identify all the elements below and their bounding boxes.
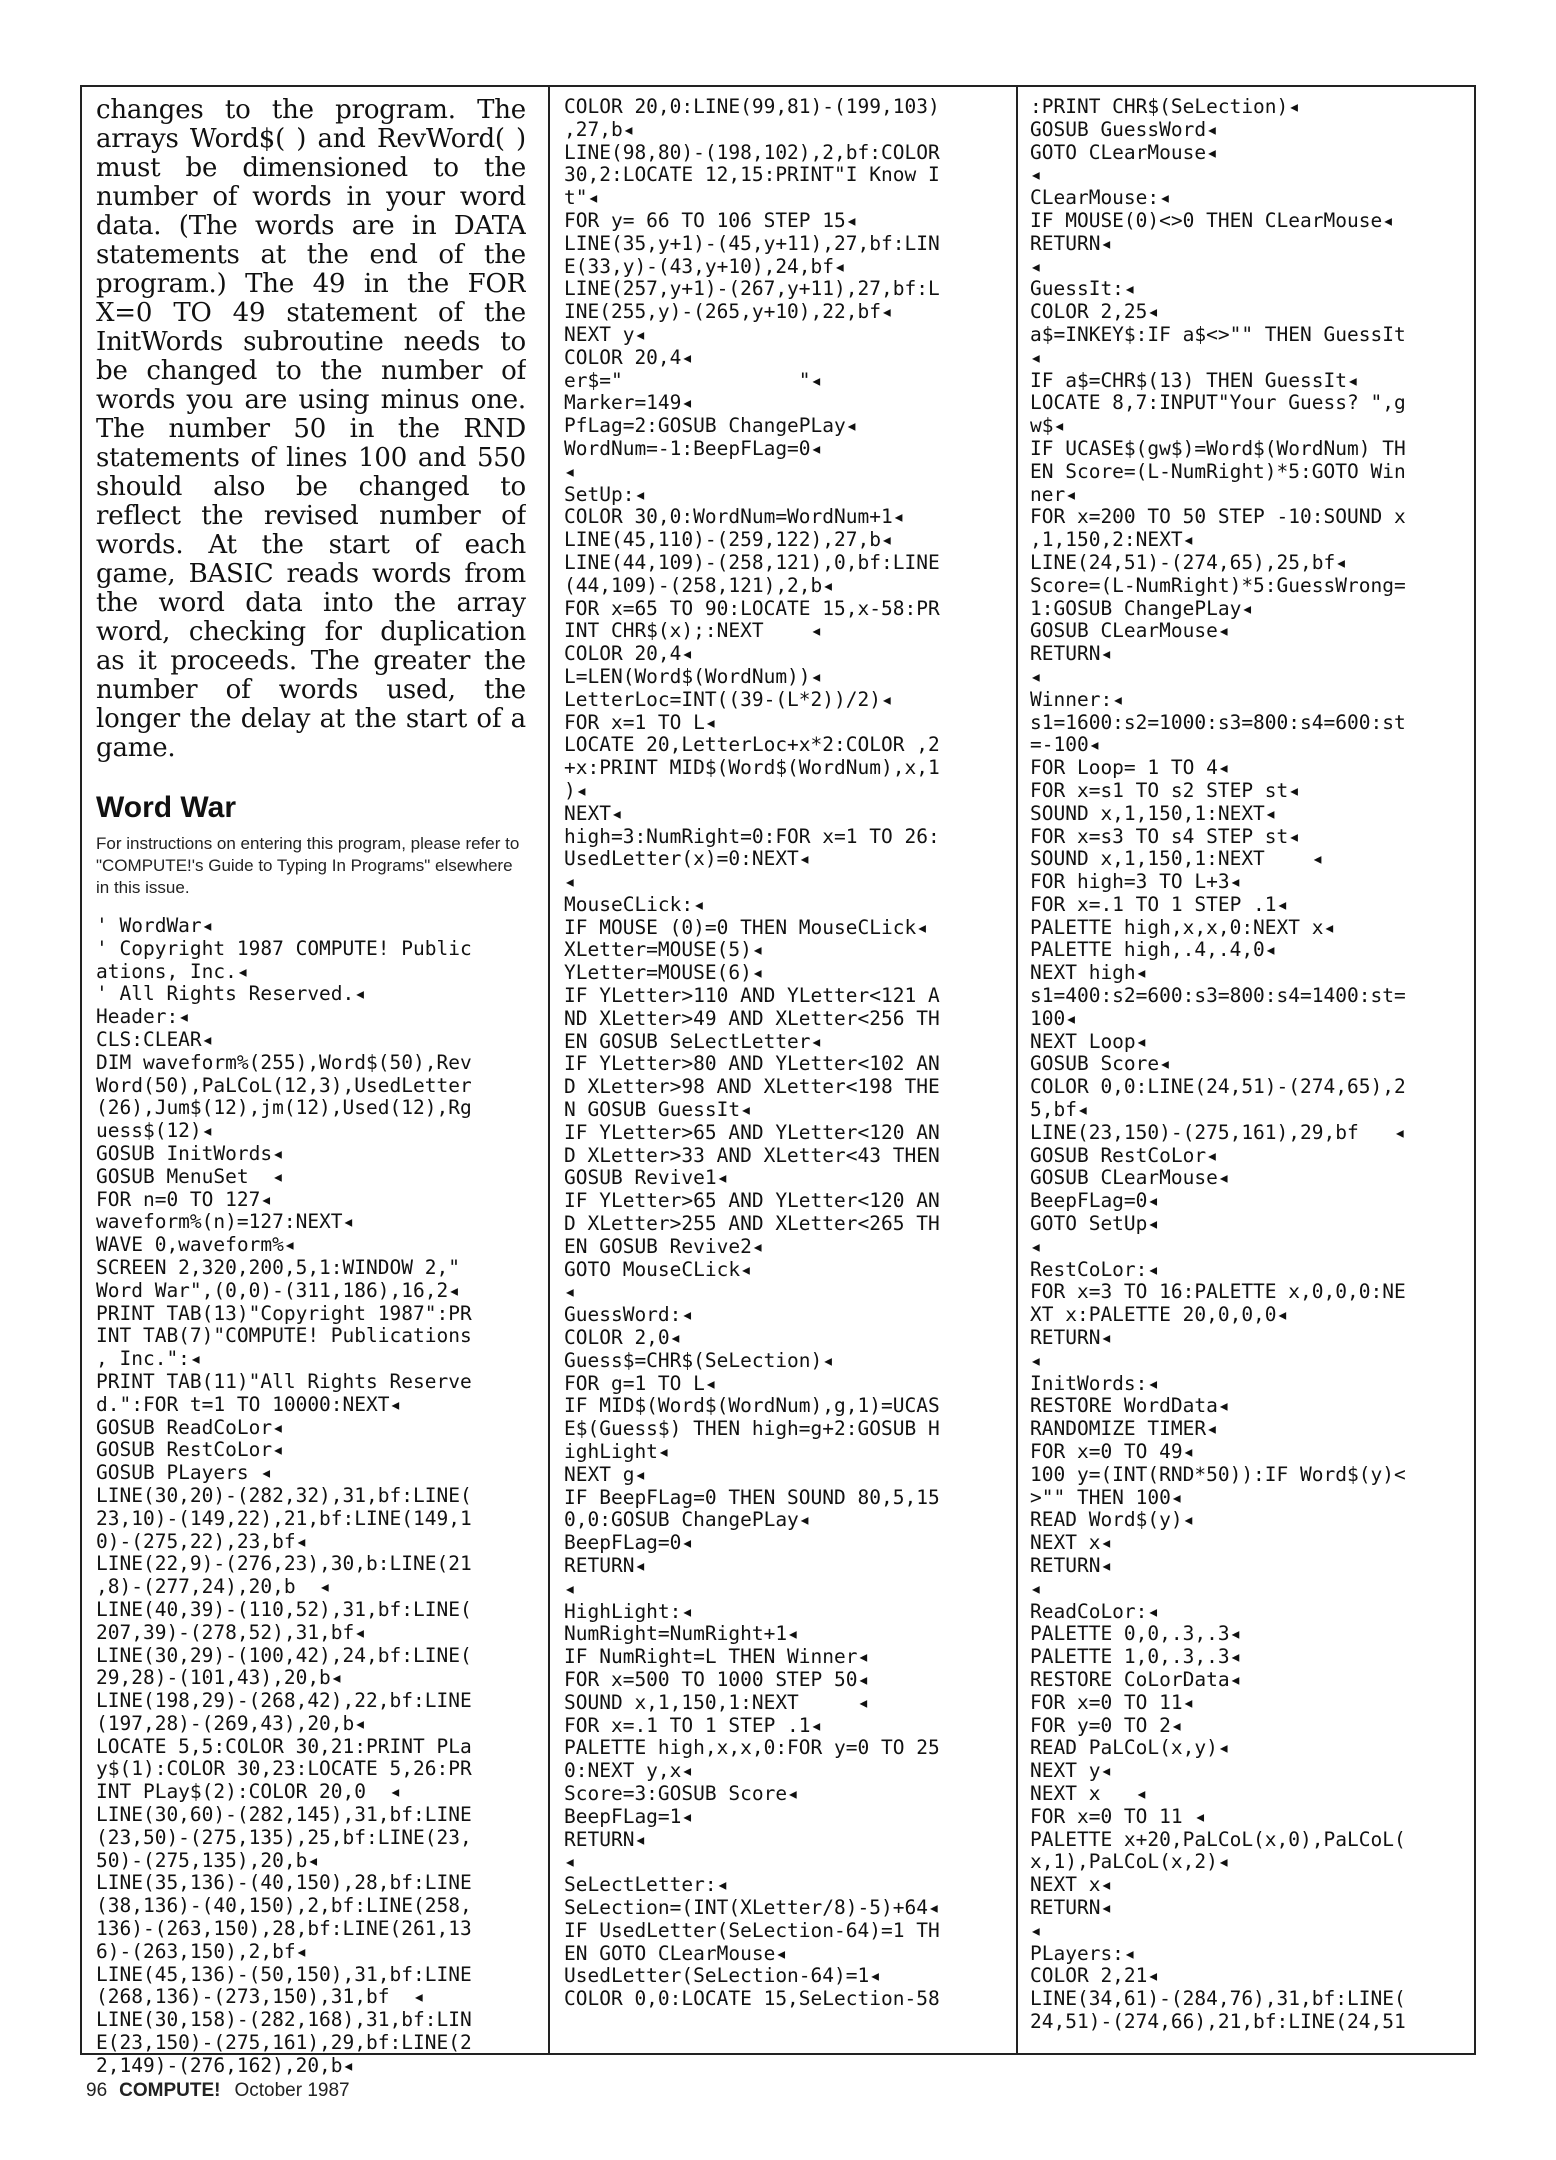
typing-instructions-note: For instructions on entering this program, please refer to "COMPUTE!'s Guide to Typing In Programs" elsewhere in this issue. xyxy=(96,834,520,897)
column-divider xyxy=(1016,87,1018,2053)
section-title: Word War xyxy=(96,791,236,824)
page-number: 96 xyxy=(86,2080,108,2101)
column-3 xyxy=(1030,96,1466,2034)
magazine-name: COMPUTE! xyxy=(119,2080,221,2101)
program-listing-part-2: COLOR 20,0:LINE(99,81)-(199,103) ,27,b◂ LINE(98,80)-(198,102),2,bf:COLOR 30,2:LOCATE 12,15:PRINT"I Know I t"◂ FOR y= 66 TO 106 STEP 15◂ LINE(35,y+1)-(45,y+11),27,bf:LIN E(33,y)-(43,y+10),24,bf◂ LINE(257,y+1)-(267,y+11),27,bf:L INE(255,y)-(265,y+10),22,bf◂ NEXT y◂ COLOR 20,4◂ er$=" "◂ Marker=149◂ PfLag=2:GOSUB ChangePLay◂ WordNum=-1:BeepFLag=0◂ ◂ SetUp:◂ COLOR 30,0:WordNum=WordNum+1◂ LINE(45,110)-(259,122),27,b◂ LINE(44,109)-(258,121),0,bf:LINE (44,109)-(258,121),2,b◂ FOR x=65 TO 90:LOCATE 15,x-58:PR INT CHR$(x);:NEXT ◂ COLOR 20,4◂ L=LEN(Word$(WordNum))◂ LetterLoc=INT((39-(L*2))/2)◂ FOR x=1 TO L◂ LOCATE 20,LetterLoc+x*2:COLOR ,2 +x:PRINT MID$(Word$(WordNum),x,1 )◂ NEXT◂ high=3:NumRight=0:FOR x=1 TO 26: UsedLetter(x)=0:NEXT◂ ◂ MouseCLick:◂ IF MOUSE (0)=0 THEN MouseCLick◂ XLetter=MOUSE(5)◂ YLetter=MOUSE(6)◂ IF YLetter>110 AND YLetter<121 A ND XLetter>49 AND XLetter<256 TH EN GOSUB SeLectLetter◂ IF YLetter>80 AND YLetter<102 AN D XLetter>98 AND XLetter<198 THE N GOSUB GuessIt◂ IF YLetter>65 AND YLetter<120 AN D XLetter>33 AND XLetter<43 THEN GOSUB Revive1◂ IF YLetter>65 AND YLetter<120 AN D XLetter>255 AND XLetter<265 TH EN GOSUB Revive2◂ GOTO MouseCLick◂ ◂ GuessWord:◂ COLOR 2,0◂ Guess$=CHR$(SeLection)◂ FOR g=1 TO L◂ IF MID$(Word$(WordNum),g,1)=UCAS E$(Guess$) THEN high=g+2:GOSUB H ighLight◂ NEXT g◂ IF BeepFLag=0 THEN SOUND 80,5,15 0,0:GOSUB ChangePLay◂ BeepFLag=0◂ RETURN◂ ◂ HighLight:◂ NumRight=NumRight+1◂ IF NumRight=L THEN Winner◂ FOR x=500 TO 1000 STEP 50◂ SOUND x,1,150,1:NEXT ◂ FOR x=.1 TO 1 STEP .1◂ PALETTE high,x,x,0:FOR y=0 TO 25 0:NEXT y,x◂ Score=3:GOSUB Score◂ BeepFLag=1◂ RETURN◂ ◂ SeLectLetter:◂ SeLection=(INT(XLetter/8)-5)+64◂ IF UsedLetter(SeLection-64)=1 TH EN GOTO CLearMouse◂ UsedLetter(SeLection-64)=1◂ COLOR 0,0:LOCATE 15,SeLection-58 xyxy=(564,96,940,2011)
column-2 xyxy=(564,96,1010,2011)
issue-date: October 1987 xyxy=(234,2080,350,2101)
column-divider xyxy=(548,87,550,2053)
intro-paragraph: changes to the program. The arrays Word$( ) and RevWord( ) must be dimensioned to the number of words in your word data. (The words are in DATA statements at the end of the program.) The 49 in the FOR X=0 TO 49 statement of the InitWords subroutine needs to be changed to the number of words you are using minus one. The number 50 in the RND statements of lines 100 and 550 should also be changed to reflect the revised number of words. At the start of each game, BASIC reads words from the word data into the array word, checking for duplication as it proceeds. The greater the number of words used, the longer the delay at the start of a game. xyxy=(96,96,526,763)
column-1 xyxy=(96,96,526,2078)
page-footer xyxy=(86,2080,350,2102)
program-listing-part-1: ' WordWar◂ ' Copyright 1987 COMPUTE! Public ations, Inc.◂ ' All Rights Reserved.◂ Header:◂ CLS:CLEAR◂ DIM waveform%(255),Word$(50),Rev Word(50),PaLCoL(12,3),UsedLetter (26),Jum$(12),jm(12),Used(12),Rg uess$(12)◂ GOSUB InitWords◂ GOSUB MenuSet ◂ FOR n=0 TO 127◂ waveform%(n)=127:NEXT◂ WAVE 0,waveform%◂ SCREEN 2,320,200,5,1:WINDOW 2," Word War",(0,0)-(311,186),16,2◂ PRINT TAB(13)"Copyright 1987":PR INT TAB(7)"COMPUTE! Publications , Inc.":◂ PRINT TAB(11)"All Rights Reserve d.":FOR t=1 TO 10000:NEXT◂ GOSUB ReadCoLor◂ GOSUB RestCoLor◂ GOSUB PLayers ◂ LINE(30,20)-(282,32),31,bf:LINE( 23,10)-(149,22),21,bf:LINE(149,1 0)-(275,22),23,bf◂ LINE(22,9)-(276,23),30,b:LINE(21 ,8)-(277,24),20,b ◂ LINE(40,39)-(110,52),31,bf:LINE( 207,39)-(278,52),31,bf◂ LINE(30,29)-(100,42),24,bf:LINE( 29,28)-(101,43),20,b◂ LINE(198,29)-(268,42),22,bf:LINE (197,28)-(269,43),20,b◂ LOCATE 5,5:COLOR 30,21:PRINT PLa y$(1):COLOR 30,23:LOCATE 5,26:PR INT PLay$(2):COLOR 20,0 ◂ LINE(30,60)-(282,145),31,bf:LINE (23,50)-(275,135),25,bf:LINE(23, 50)-(275,135),20,b◂ LINE(35,136)-(40,150),28,bf:LINE (38,136)-(40,150),2,bf:LINE(258, 136)-(263,150),28,bf:LINE(261,13 6)-(263,150),2,bf◂ LINE(45,136)-(50,150),31,bf:LINE (268,136)-(273,150),31,bf ◂ LINE(30,158)-(282,168),31,bf:LIN E(23,150)-(275,161),29,bf:LINE(2 2,149)-(276,162),20,b◂ xyxy=(96,914,472,2077)
program-listing-part-3: :PRINT CHR$(SeLection)◂ GOSUB GuessWord◂ GOTO CLearMouse◂ ◂ CLearMouse:◂ IF MOUSE(0)<>0 THEN CLearMouse◂ RETURN◂ ◂ GuessIt:◂ COLOR 2,25◂ a$=INKEY$:IF a$<>"" THEN GuessIt ◂ IF a$=CHR$(13) THEN GuessIt◂ LOCATE 8,7:INPUT"Your Guess? ",g w$◂ IF UCASE$(gw$)=Word$(WordNum) TH EN Score=(L-NumRight)*5:GOTO Win ner◂ FOR x=200 TO 50 STEP -10:SOUND x ,1,150,2:NEXT◂ LINE(24,51)-(274,65),25,bf◂ Score=(L-NumRight)*5:GuessWrong= 1:GOSUB ChangePLay◂ GOSUB CLearMouse◂ RETURN◂ ◂ Winner:◂ s1=1600:s2=1000:s3=800:s4=600:st =-100◂ FOR Loop= 1 TO 4◂ FOR x=s1 TO s2 STEP st◂ SOUND x,1,150,1:NEXT◂ FOR x=s3 TO s4 STEP st◂ SOUND x,1,150,1:NEXT ◂ FOR high=3 TO L+3◂ FOR x=.1 TO 1 STEP .1◂ PALETTE high,x,x,0:NEXT x◂ PALETTE high,.4,.4,0◂ NEXT high◂ s1=400:s2=600:s3=800:s4=1400:st= 100◂ NEXT Loop◂ GOSUB Score◂ COLOR 0,0:LINE(24,51)-(274,65),2 5,bf◂ LINE(23,150)-(275,161),29,bf ◂ GOSUB RestCoLor◂ GOSUB CLearMouse◂ BeepFLag=0◂ GOTO SetUp◂ ◂ RestCoLor:◂ FOR x=3 TO 16:PALETTE x,0,0,0:NE XT x:PALETTE 20,0,0,0◂ RETURN◂ ◂ InitWords:◂ RESTORE WordData◂ RANDOMIZE TIMER◂ FOR x=0 TO 49◂ 100 y=(INT(RND*50)):IF Word$(y)< >"" THEN 100◂ READ Word$(y)◂ NEXT x◂ RETURN◂ ◂ ReadCoLor:◂ PALETTE 0,0,.3,.3◂ PALETTE 1,0,.3,.3◂ RESTORE CoLorData◂ FOR x=0 TO 11◂ FOR y=0 TO 2◂ READ PaLCoL(x,y)◂ NEXT y◂ NEXT x ◂ FOR x=0 TO 11 ◂ PALETTE x+20,PaLCoL(x,0),PaLCoL( x,1),PaLCoL(x,2)◂ NEXT x◂ RETURN◂ ◂ PLayers:◂ COLOR 2,21◂ LINE(34,61)-(284,76),31,bf:LINE( 24,51)-(274,66),21,bf:LINE(24,51 xyxy=(1030,96,1406,2033)
